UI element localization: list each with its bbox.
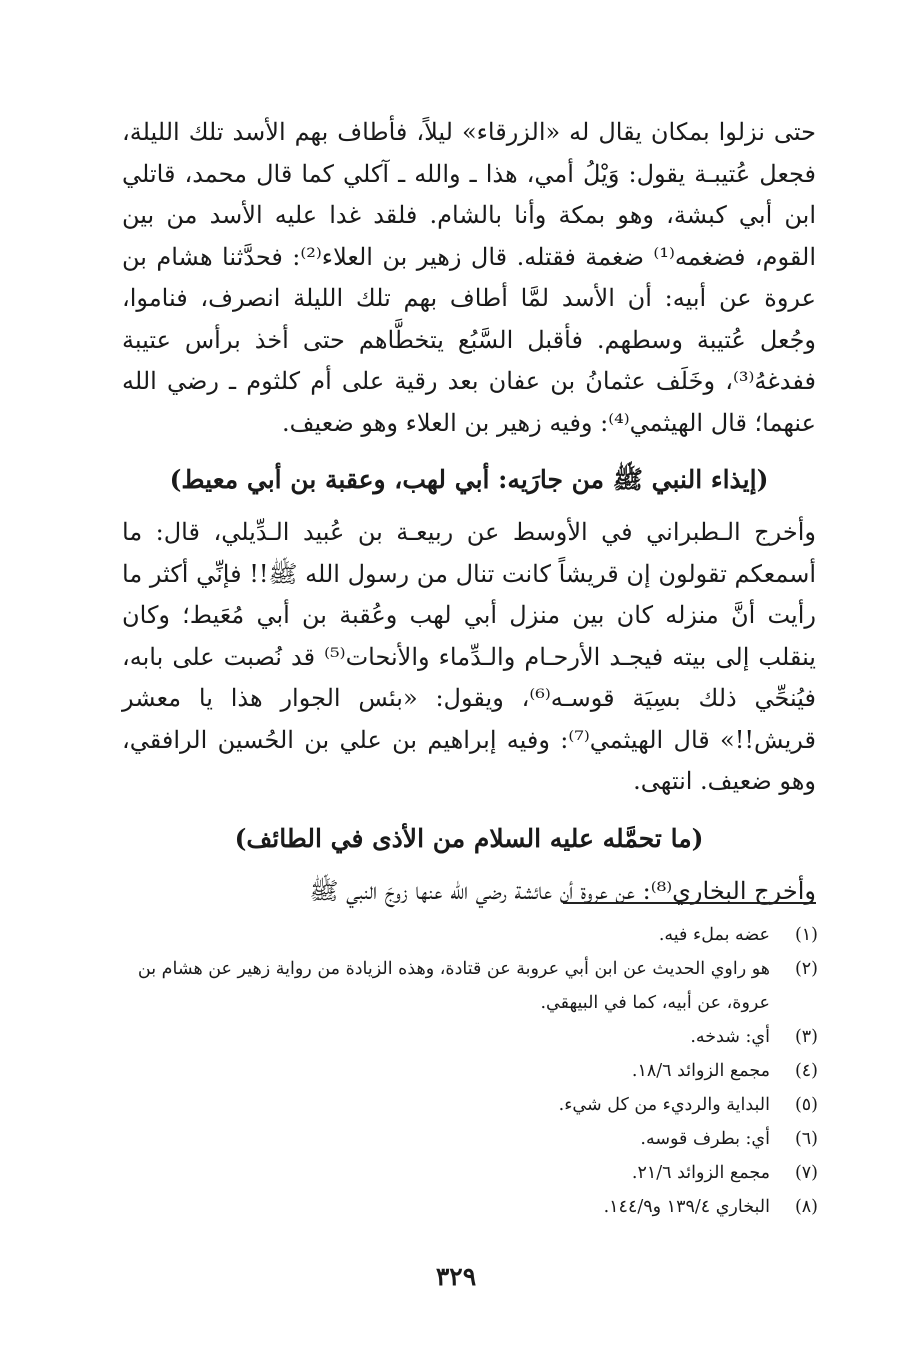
footnote-item [118,1088,818,1122]
footnote-text: مجمع الزوائد ٢١/٦. [631,1163,770,1183]
footnote-text: البداية والرديء من كل شيء. [558,1095,770,1115]
footnotes [118,918,818,1224]
paragraph-bukhari: وأخرج البخاري⁽⁸⁾: عن عروة أن عائشة رضي الله عنها زوجَ النبي ﷺ [309,876,816,905]
footnote-number: (١) [794,925,818,945]
footnote-item [118,1156,818,1190]
footnote-number: (٣) [794,1027,818,1047]
footnote-number: (٨) [794,1197,818,1217]
paragraph-lion-story: حتى نزلوا بمكان يقال له «الزرقاء» ليلاً، فأطاف بهم الأسد تلك الليلة، فجعل عُتيبـة يقول: وَيْلُ أمي، هذا ـ والله ـ آكلي كما قال محمد، قاتلي ابن أبي كبشة، وهو بمكة وأنا بالشام. فلقد غدا عليه الأسد من بين القوم، فضغمه⁽¹⁾ ضغمة فقتله. قال زهير بن العلاء⁽²⁾: فحدَّثنا هشام بن عروة عن أبيه: أن الأسد لمَّا أطاف بهم تلك الليلة انصرف، فناموا، وجُعل عُتيبة وسطهم. فأقبل السَّبُع يتخطَّاهم حتى أخذ برأس عتيبة ففدغهُ⁽³⁾، وخَلَف عثمانُ بن عفان بعد رقية على أم كلثوم ـ رضي الله عنهما؛ قال الهيثمي⁽⁴⁾: وفيه زهير بن العلاء وهو ضعيف. [122,118,817,437]
section-heading-taif: (ما تحمَّله عليه السلام من الأذى في الطائف) [234,823,704,853]
footnote-text: عضه بملء فيه. [658,925,770,945]
section-heading-neighbors: (إيذاء النبي ﷺ من جارَيه: أبي لهب، وعقبة بن أبي معيط) [169,465,769,494]
footnote-text: مجمع الزوائد ١٨/٦. [631,1061,770,1081]
footnote-number: (٢) [794,959,818,979]
footnote-item [118,1054,818,1088]
footnote-item [118,1122,818,1156]
footnote-item [118,1190,818,1224]
footnote-item [118,918,818,952]
footnote-text: هو راوي الحديث عن ابن أبي عروبة عن قتادة، وهذه الزيادة من رواية زهير عن هشام بن عروة، عن أبيه، كما في البيهقي. [137,959,770,1013]
footnote-item [118,1020,818,1054]
footnote-text: أي: شدخه. [690,1027,770,1047]
footnote-number: (٦) [794,1129,818,1149]
footnote-number: (٧) [794,1163,818,1183]
footnote-separator [563,902,816,904]
footnote-text: أي: بطرف قوسه. [640,1129,770,1149]
footnote-number: (٤) [794,1061,818,1081]
footnote-item [118,952,818,1020]
main-text [122,112,816,912]
footnote-number: (٥) [794,1095,818,1115]
footnote-text: البخاري ١٣٩/٤ و١٤٤/٩. [603,1197,770,1217]
page-number: ٣٢٩ [435,1262,477,1291]
paragraph-neighbors: وأخرج الـطبراني في الأوسط عن ربيعـة بن عُبيد الـدِّيلي، قال: ما أسمعكم تقولون إن قريشاً كانت تنال من رسول الله ﷺ!! فإنِّي أكثر ما رأيت أنَّ منزله كان بين منزل أبي لهب وعُقبة بن أبي مُعَيط؛ وكان ينقلب إلى بيته فيجـد الأرحـام والـدِّماء والأنحات⁽⁵⁾ قد نُصبت على بابه، فيُنحِّي ذلك بسِيَة قوسـه⁽⁶⁾، ويقول: «بئس الجوار هذا يا معشر قريش!!» قال الهيثمي⁽⁷⁾: وفيه إبراهيم بن علي بن الحُسين الرافقي، وهو ضعيف. انتهى. [122,518,816,795]
